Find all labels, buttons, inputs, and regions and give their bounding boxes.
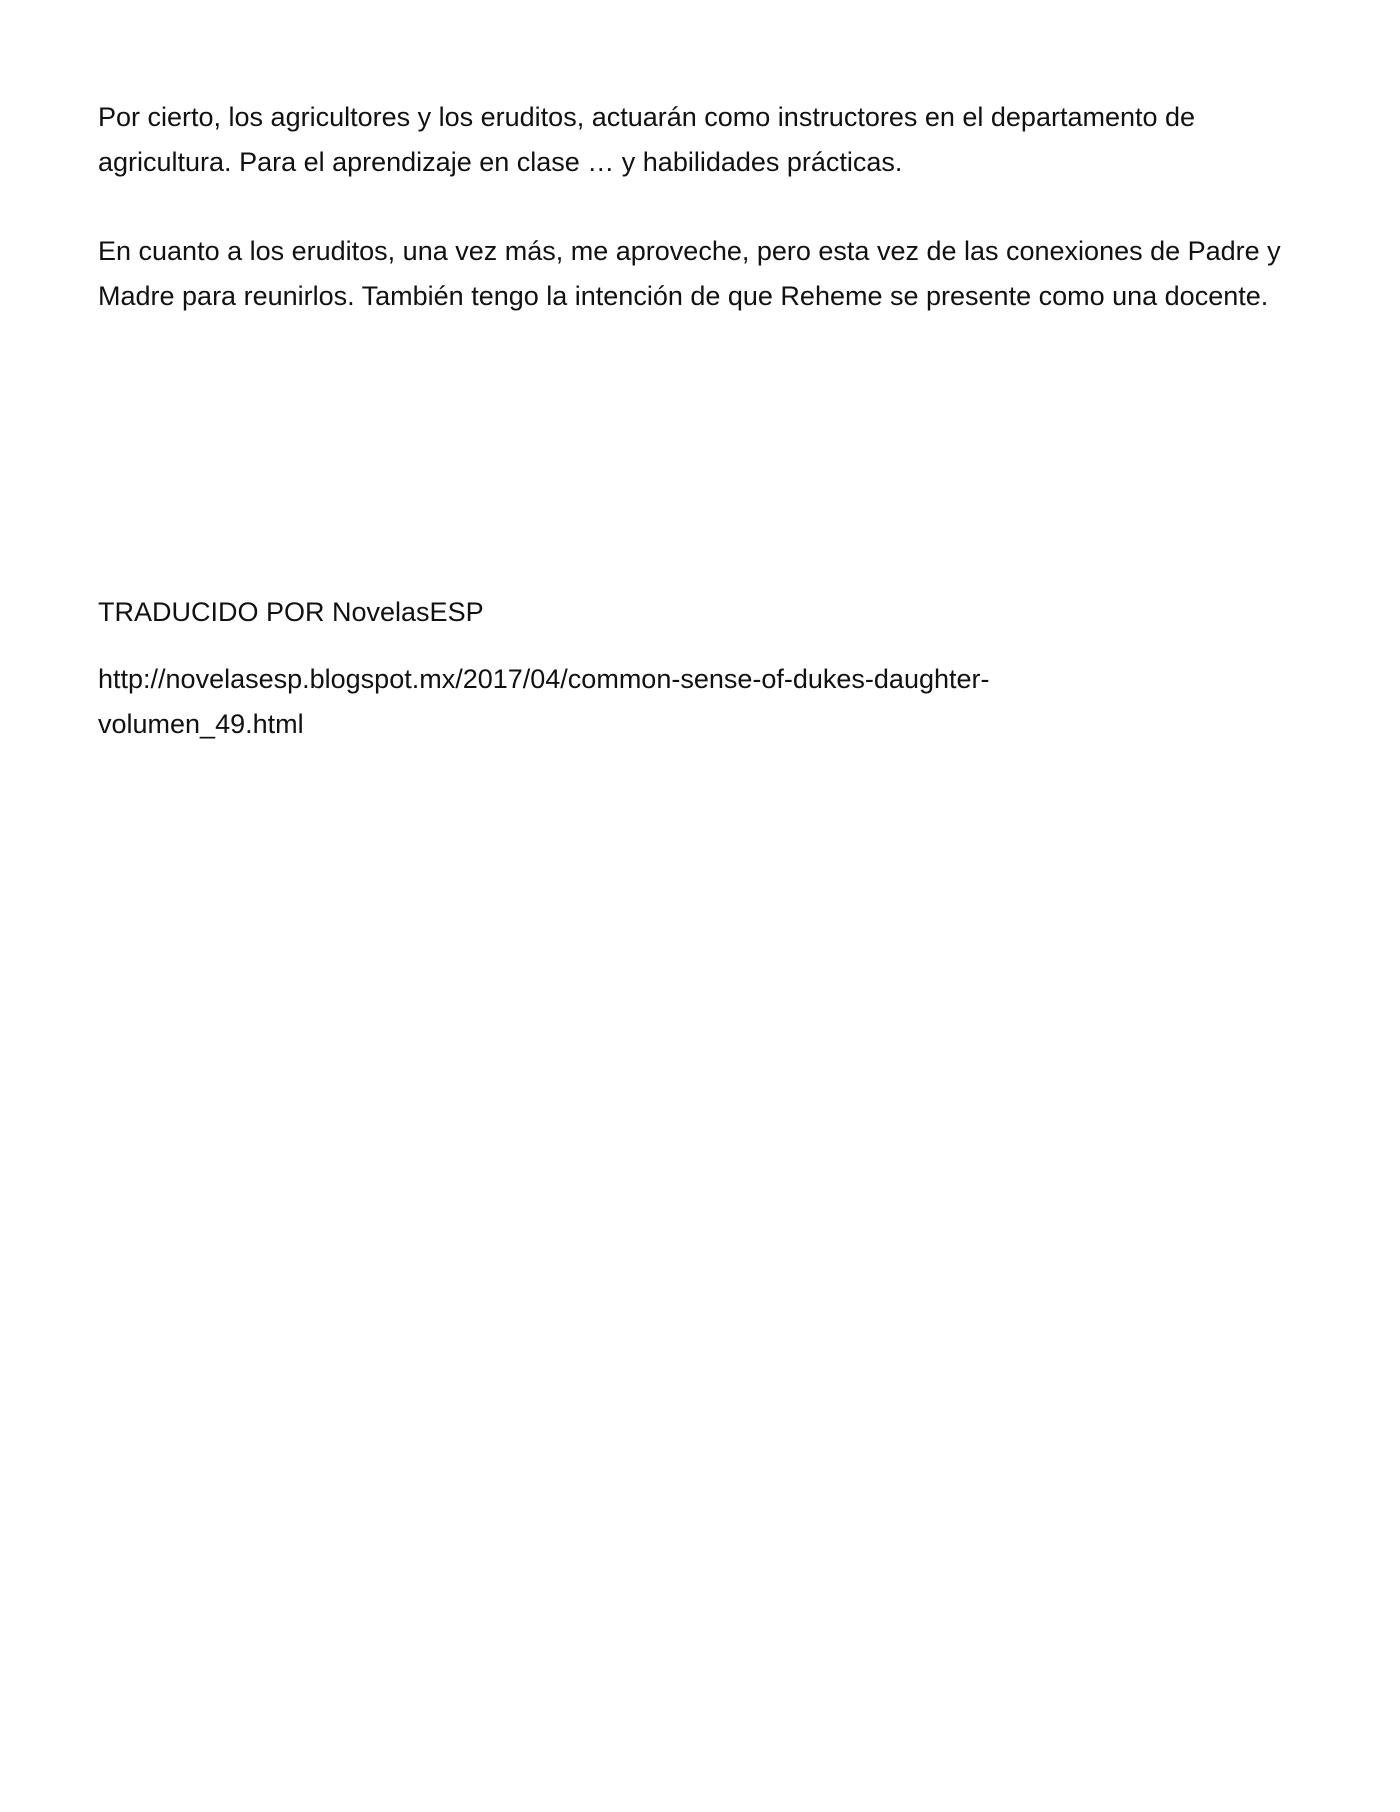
paragraph-1: Por cierto, los agricultores y los eruditos, actuarán como instructores en el departamento de agricultura. Para el aprendizaje en clase … y habilidades prácticas. (98, 102, 1196, 177)
source-url[interactable] (98, 657, 1098, 747)
source-url-line-1[interactable]: http://novelasesp.blogspot.mx/2017/04/common-sense-of-dukes-daughter- (98, 664, 990, 694)
document-body (98, 95, 1318, 319)
paragraph-2: En cuanto a los eruditos, una vez más, me aproveche, pero esta vez de las conexiones de Padre y Madre para reunirlos. También tengo la intención de que Reheme se presente como una docente. (98, 236, 1281, 311)
source-url-line-2[interactable]: volumen_49.html (98, 709, 304, 739)
translator-credit: TRADUCIDO POR NovelasESP (98, 597, 484, 627)
